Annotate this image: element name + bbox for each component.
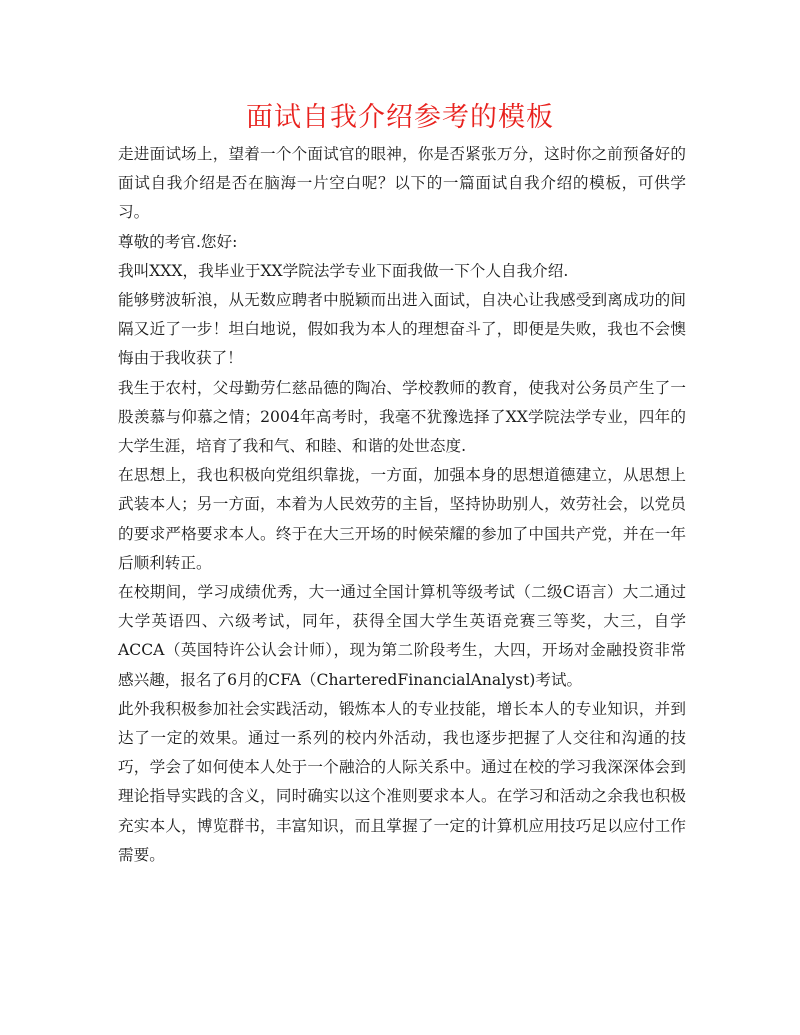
paragraph-activities: 此外我积极参加社会实践活动，锻炼本人的专业技能，增长本人的专业知识，并到达了一定的效果。通过一系列的校内外活动，我也逐步把握了人交往和沟通的技巧，学会了如何使本人处于一个融洽的人际关系中。通过在校的学习我深深体会到理论指导实践的含义，同时确实以这个准则要求本人。在学习和活动之余我也积极充实本人，博览群书，丰富知识，而且掌握了一定的计算机应用技巧足以应付工作需要。 bbox=[118, 699, 686, 864]
document-title: 面试自我介绍参考的模板 bbox=[246, 102, 554, 133]
paragraph-intro: 走进面试场上，望着一个个面试官的眼神，你是否紧张万分，这时你之前预备好的面试自我介绍是否在脑海一片空白呢？以下的一篇面试自我介绍的模板，可供学习。 bbox=[118, 145, 686, 222]
paragraph-background: 我生于农村，父母勤劳仁慈品德的陶冶、学校教师的教育，使我对公务员产生了一股羡慕与仰慕之情；2004年高考时，我毫不犹豫选择了XX学院法学专业，四年的大学生涯，培育了我和气、和睦、和谐的处世态度. bbox=[118, 378, 686, 456]
paragraph-ideology: 在思想上，我也积极向党组织靠拢，一方面，加强本身的思想道德建立，从思想上武装本人；另一方面，本着为人民效劳的主旨，坚持协助别人，效劳社会，以党员的要求严格要求本人。终于在大三开场的时候荣耀的参加了中国共产党，并在一年后顺利转正。 bbox=[118, 466, 686, 572]
paragraph-motivation: 能够劈波斩浪，从无数应聘者中脱颖而出进入面试，自决心让我感受到离成功的间隔又近了一步！坦白地说，假如我为本人的理想奋斗了，即便是失败，我也不会懊悔由于我收获了！ bbox=[118, 291, 686, 368]
paragraph-academics: 在校期间，学习成绩优秀，大一通过全国计算机等级考试（二级C语言）大二通过大学英语四、六级考试，同年，获得全国大学生英语竞赛三等奖，大三，自学ACCA（英国特许公认会计师），现为第二阶段考生，大四，开场对金融投资非常感兴趣，报名了6月的CFA（CharteredFinancialAnalyst)考试。 bbox=[118, 583, 686, 689]
paragraph-greeting: 尊敬的考官.您好: bbox=[118, 232, 238, 251]
document-body bbox=[118, 140, 686, 870]
paragraph-name: 我叫XXX，我毕业于XX学院法学专业下面我做一下个人自我介绍. bbox=[118, 261, 569, 280]
